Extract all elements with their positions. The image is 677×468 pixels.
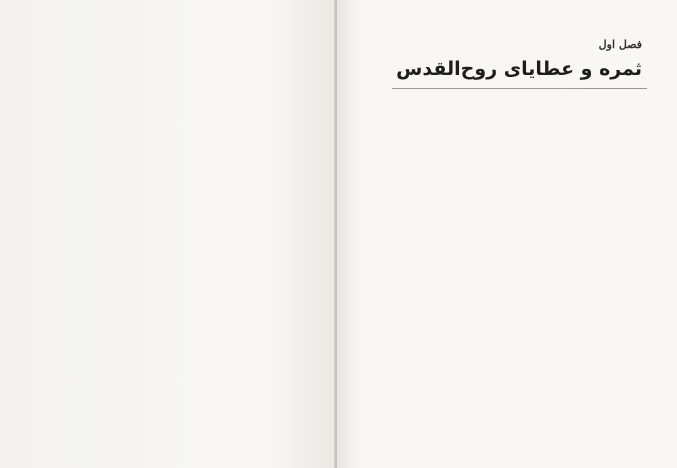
title-divider	[392, 88, 647, 89]
right-page-text	[391, 93, 649, 97]
chapter-title: ثمره و عطایای روح‌القدس	[396, 58, 642, 80]
chapter-label: فصل اول	[598, 38, 642, 51]
left-page	[0, 0, 337, 468]
right-page	[337, 0, 677, 468]
left-page-text	[128, 107, 313, 111]
